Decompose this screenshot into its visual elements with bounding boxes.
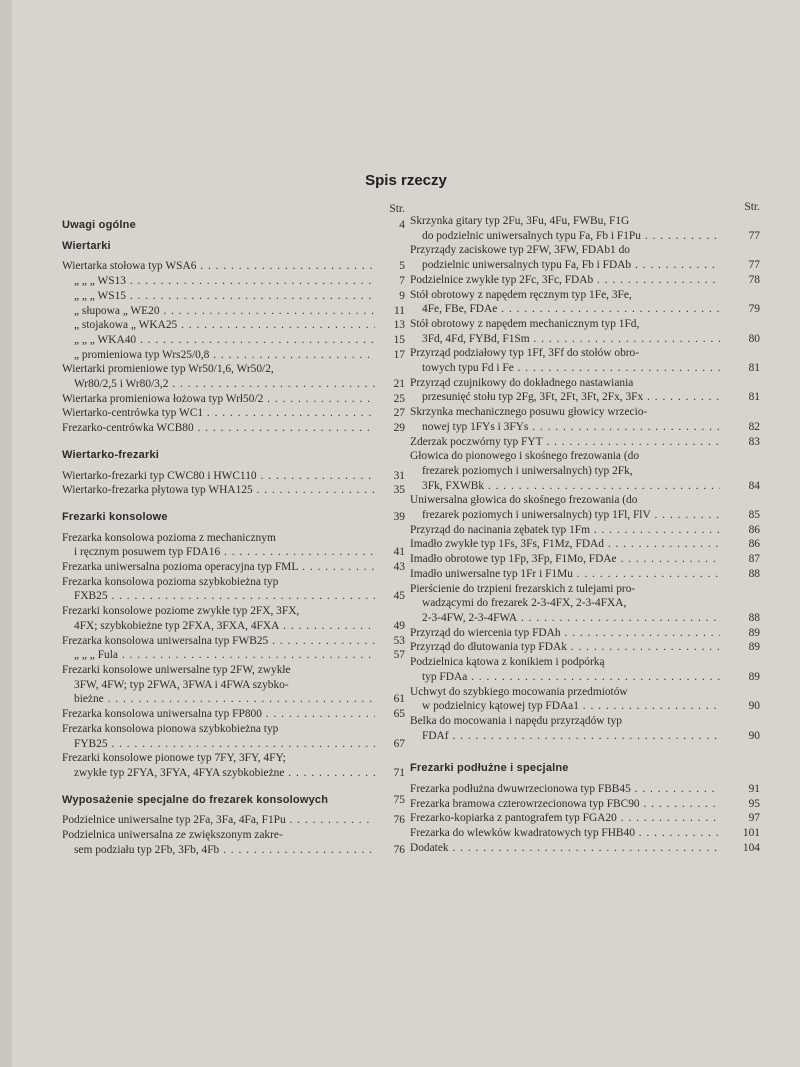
toc-entry [62, 648, 405, 663]
toc-entry-text: Frezarko-kopiarka z pantografem typ FGA20 [410, 812, 617, 825]
toc-entry-title [62, 483, 375, 498]
toc-entry-line: 3Fk, FXWBk . . . [410, 479, 720, 494]
toc-entry-line: Wiertarki promieniowe typ Wr50/1,6, Wr50/2, [62, 363, 274, 376]
toc-entry-title [410, 655, 720, 684]
toc-entry-line: Wr80/2,5 i Wr80/3,2 . . . [62, 377, 375, 392]
page-number: 61 [393, 693, 405, 706]
toc-entry-title [62, 648, 375, 663]
page-number: 78 [748, 273, 760, 286]
toc-entry [62, 531, 405, 560]
toc-entry-line: podzielnic uniwersalnych typu Fa, Fb i FDAb . . . [410, 258, 720, 273]
page-number: 76 [393, 814, 405, 827]
page-number: 41 [393, 546, 405, 559]
toc-entry-line: FDAf . . . [410, 729, 720, 744]
toc-entry-text: Wiertarko-centrówka typ WC1 [62, 407, 204, 420]
toc-entry [410, 449, 760, 493]
toc-entry-title [62, 406, 375, 421]
toc-entry-text: „ „ „ Fula [74, 649, 118, 662]
toc-entry [62, 421, 405, 436]
toc-entry-title [62, 793, 375, 808]
page-column-header: Str. [744, 201, 760, 213]
toc-entry [62, 663, 405, 707]
page-number: 89 [748, 670, 760, 683]
toc-entry [410, 523, 760, 538]
page-number: 77 [748, 259, 760, 272]
toc-entry [410, 552, 760, 567]
toc-entry [410, 537, 760, 552]
toc-entry-text: Wiertarko-frezarki typ CWC80 i HWC110 [62, 469, 257, 482]
toc-entry-title [62, 289, 375, 304]
toc-section-heading [62, 218, 405, 233]
page-number: 85 [748, 509, 760, 522]
toc-entry-title [62, 239, 375, 254]
toc-entry [410, 243, 760, 272]
toc-entry [410, 317, 760, 346]
toc-entry-title [410, 552, 720, 567]
toc-entry-title [410, 243, 720, 272]
toc-entry-line: Skrzynka mechanicznego posuwu głowicy wrzecio- [410, 406, 648, 419]
page-number: 91 [748, 783, 760, 796]
toc-entry-text: Imadło zwykłe typ 1Fs, 3Fs, F1Mz, FDAd [410, 538, 604, 551]
toc-entry-line: Frezarki konsolowe pionowe typ 7FY, 3FY, 4FY; [62, 752, 286, 765]
toc-entry [410, 582, 760, 626]
spacer [410, 743, 755, 755]
toc-entry-title [62, 751, 375, 780]
toc-entry-text: Frezarka uniwersalna pozioma operacyjna typ FML [62, 561, 299, 574]
toc-section-heading [62, 448, 405, 463]
toc-entry-text: Podzielnice uniwersalne typ 2Fa, 3Fa, 4Fa, F1Pu [62, 814, 286, 827]
toc-entry-text: „ słupowa „ WE20 [74, 304, 160, 317]
toc-entry-title [62, 469, 375, 484]
toc-list-left [62, 218, 405, 857]
toc-entry-title [410, 376, 720, 405]
page-number: 27 [393, 407, 405, 420]
toc-entry-title [62, 448, 375, 463]
toc-entry-text: „ „ „ WS15 [74, 289, 126, 302]
page-number: 81 [748, 362, 760, 375]
toc-entry-line: zwykłe typ 2FYA, 3FYA, 4FYA szybkobieżne . . . [62, 766, 375, 781]
toc-entry-title [410, 826, 720, 841]
toc-section-heading [410, 761, 755, 776]
document-page [12, 0, 800, 1067]
toc-entry-text: Przyrząd do dłutowania typ FDAk [410, 641, 567, 654]
page-number: 88 [748, 567, 760, 580]
page-number: 101 [742, 827, 760, 840]
page-number: 5 [399, 260, 405, 273]
toc-entry-title [62, 604, 375, 633]
page-number: 35 [393, 484, 405, 497]
toc-section-heading [62, 793, 405, 808]
toc-entry-line: Frezarki konsolowe uniwersalne typ 2FW, zwykłe [62, 663, 291, 676]
toc-entry-line: 3FW, 4FW; typ 2FWA, 3FWA i 4FWA szybko- [74, 678, 289, 691]
page-number: 25 [393, 392, 405, 405]
toc-entry [62, 634, 405, 649]
page-number: 80 [748, 332, 760, 345]
toc-entry [410, 273, 760, 288]
toc-entry-title [410, 782, 720, 797]
page-number: 88 [748, 611, 760, 624]
toc-entry [62, 751, 405, 780]
toc-entry-title [410, 435, 720, 450]
page-number: 86 [748, 538, 760, 551]
page-number: 39 [393, 510, 405, 523]
toc-entry-title [62, 663, 375, 707]
toc-entry [410, 626, 760, 641]
toc-entry [410, 405, 760, 434]
toc-entry [62, 289, 405, 304]
page-number: 53 [393, 634, 405, 647]
toc-entry-title [410, 811, 720, 826]
toc-entry-line: Stół obrotowy z napędem mechanicznym typ 1Fd, [410, 317, 640, 330]
toc-entry-line: frezarek poziomych i uniwersalnych) typ 2Fk, [422, 464, 633, 477]
toc-entry-title [62, 218, 375, 233]
toc-section-heading [62, 239, 405, 254]
toc-entry-text: Wiertarki [62, 239, 111, 252]
toc-entry-text: Przyrząd do wiercenia typ FDAh [410, 626, 561, 639]
toc-entry-text: Frezarki konsolowe [62, 510, 168, 523]
toc-entry-title [62, 362, 375, 391]
page-number: 90 [748, 700, 760, 713]
toc-entry [410, 714, 760, 743]
toc-entry-line: FXB25 . . . [62, 589, 375, 604]
toc-entry-text: „ „ „ WKA40 [74, 333, 137, 346]
toc-entry-text: „ stojakowa „ WKA25 [74, 319, 178, 332]
toc-entry-line: Frezarka konsolowa pozioma szybkobieżna typ [62, 575, 279, 588]
toc-entry-title [62, 304, 375, 319]
toc-entry-line: bieżne . . . [62, 692, 375, 707]
toc-entry [62, 348, 405, 363]
toc-entry-line: Głowica do pionowego i skośnego frezowania (do [410, 450, 640, 463]
toc-entry-text: Frezarka konsolowa uniwersalna typ FP800 [62, 708, 262, 721]
toc-entry [62, 333, 405, 348]
page-number: 75 [393, 793, 405, 806]
page-number: 95 [748, 797, 760, 810]
page-number: 57 [393, 649, 405, 662]
page-number: 90 [748, 729, 760, 742]
toc-entry-line: Stół obrotowy z napędem ręcznym typ 1Fe, 3Fe, [410, 288, 632, 301]
toc-entry-text: Podzielnice zwykłe typ 2Fc, 3Fc, FDAb [410, 273, 594, 286]
page-number: 81 [748, 391, 760, 404]
page-number: 89 [748, 626, 760, 639]
toc-entry-line: do podzielnic uniwersalnych typu Fa, Fb i F1Pu . . . [410, 229, 720, 244]
page-number: 71 [393, 766, 405, 779]
toc-entry-line: Przyrząd czujnikowy do dokładnego nastawiania [410, 376, 634, 389]
toc-entry-text: Wiertarko-frezarka płytowa typ WHA125 [62, 484, 253, 497]
toc-entry [410, 567, 760, 582]
toc-entry-line: Belka do mocowania i napędu przyrządów typ [410, 714, 622, 727]
page-number: 86 [748, 523, 760, 536]
toc-entry [62, 707, 405, 722]
toc-entry [62, 560, 405, 575]
toc-entry-line: Frezarki konsolowe poziome zwykłe typ 2FX, 3FX, [62, 605, 300, 618]
toc-entry-title [62, 274, 375, 289]
toc-entry-title [62, 707, 375, 722]
page-number: 17 [393, 348, 405, 361]
toc-entry-line: 4Fe, FBe, FDAe . . . [410, 302, 720, 317]
toc-right-column [410, 200, 760, 856]
toc-entry-text: „ promieniowa typ Wrs25/0,8 [74, 348, 210, 361]
toc-entry [410, 841, 760, 856]
toc-entry-line: 2-3-4FW, 2-3-4FWA . . . [410, 611, 720, 626]
page-number: 15 [393, 333, 405, 346]
toc-list-right [410, 214, 760, 856]
toc-entry-title [410, 714, 720, 743]
toc-entry [62, 722, 405, 751]
toc-entry-line: towych typu Fd i Fe . . . [410, 361, 720, 376]
toc-entry-text: Frezarka konsolowa uniwersalna typ FWB25 [62, 634, 269, 647]
toc-entry-text: Frezarki podłużne i specjalne [410, 762, 569, 775]
page-number: 104 [742, 841, 760, 854]
page-number: 82 [748, 420, 760, 433]
toc-entry-line: Skrzynka gitary typ 2Fu, 3Fu, 4Fu, FWBu, F1G [410, 215, 630, 227]
page-number: 7 [399, 275, 405, 288]
toc-entry [62, 469, 405, 484]
toc-entry-title [410, 537, 720, 552]
toc-entry [410, 214, 760, 243]
toc-entry-title [62, 259, 375, 274]
page-number: 49 [393, 619, 405, 632]
toc-entry-text: Wiertarko-frezarki [62, 448, 160, 461]
toc-entry-title [410, 523, 720, 538]
toc-entry-line: Frezarka konsolowa pozioma z mechanicznym [62, 531, 276, 544]
page-number: 84 [748, 479, 760, 492]
toc-entry-title [410, 405, 720, 434]
toc-entry-line: przesunięć stołu typ 2Fg, 3Ft, 2Ft, 3Ft, 2Fx, 3Fx . . . [410, 390, 720, 405]
page-number: 9 [399, 289, 405, 302]
toc-entry-text: Wiertarka stołowa typ WSA6 [62, 260, 197, 273]
toc-entry-line: Uchwyt do szybkiego mocowania przedmiotów [410, 685, 628, 698]
toc-entry-text: Frezarka do wlewków kwadratowych typ FHB40 [410, 827, 635, 840]
toc-entry-title [410, 449, 720, 493]
toc-entry-line: FYB25 . . . [62, 737, 375, 752]
toc-entry [410, 797, 760, 812]
toc-entry-title [410, 567, 720, 582]
toc-entry [410, 811, 760, 826]
toc-entry-title [410, 797, 720, 812]
toc-entry [410, 655, 760, 684]
toc-entry [410, 493, 760, 522]
toc-entry [410, 782, 760, 797]
toc-entry [62, 259, 405, 274]
toc-entry-title [410, 273, 720, 288]
toc-entry-title [410, 288, 720, 317]
toc-entry [410, 346, 760, 375]
toc-entry-text: Przyrząd do nacinania zębatek typ 1Fm [410, 523, 590, 536]
page-number: 76 [393, 843, 405, 856]
spacer [62, 436, 405, 448]
page-number: 21 [393, 378, 405, 391]
toc-entry-text: Uwagi ogólne [62, 219, 136, 231]
toc-entry [62, 362, 405, 391]
toc-entry-line: Pierścienie do trzpieni frezarskich z tulejami pro- [410, 582, 636, 595]
toc-entry [62, 318, 405, 333]
toc-entry-text: Wyposażenie specjalne do frezarek konsolowych [62, 793, 329, 806]
toc-entry-line: Uniwersalna głowica do skośnego frezowania (do [410, 494, 638, 507]
toc-entry-title [410, 640, 720, 655]
toc-entry-line: 3Fd, 4Fd, FYBd, F1Sm . . . [410, 332, 720, 347]
toc-entry [410, 640, 760, 655]
toc-entry-text: Imadło obrotowe typ 1Fp, 3Fp, F1Mo, FDAe [410, 553, 617, 566]
page-number: 97 [748, 812, 760, 825]
toc-entry-line: Frezarka konsolowa pionowa szybkobieżna typ [62, 722, 279, 735]
toc-entry-text: Frezarka bramowa czterowrzecionowa typ FBC90 [410, 797, 640, 810]
toc-entry-text: Zderzak poczwórny typ FYT [410, 435, 543, 448]
toc-entry-line: wadzącymi do frezarek 2-3-4FX, 2-3-4FXA, [422, 597, 627, 610]
toc-entry-title [62, 560, 375, 575]
toc-entry-line: typ FDAa . . . [410, 670, 720, 685]
toc-entry-title [410, 493, 720, 522]
toc-entry-title [62, 392, 375, 407]
toc-entry-text: Wiertarka promieniowa łożowa typ Wrł50/2 [62, 392, 264, 405]
page-number: 45 [393, 590, 405, 603]
toc-entry-line: i ręcznym posuwem typ FDA16 . . . [62, 545, 375, 560]
toc-entry [410, 288, 760, 317]
toc-entry [410, 826, 760, 841]
toc-entry-text: Imadło uniwersalne typ 1Fr i F1Mu [410, 567, 573, 580]
toc-entry [62, 406, 405, 421]
page-number: 13 [393, 319, 405, 332]
toc-entry-title [410, 582, 720, 626]
toc-entry-text: „ „ „ WS13 [74, 275, 126, 288]
page-number: 89 [748, 641, 760, 654]
toc-entry-line: w podzielnicy kątowej typ FDAa1 . . . [410, 699, 720, 714]
toc-entry [62, 828, 405, 857]
page-title: Spis rzeczy [365, 172, 447, 189]
page-number: 77 [748, 229, 760, 242]
toc-entry-line: nowej typ 1FYs i 3FYs . . . [410, 420, 720, 435]
spacer [62, 781, 405, 793]
page-number: 83 [748, 435, 760, 448]
toc-entry-title [62, 318, 375, 333]
toc-entry [62, 604, 405, 633]
page-number: 87 [748, 553, 760, 566]
toc-entry [62, 274, 405, 289]
toc-entry-line: Przyrządy zaciskowe typ 2FW, 3FW, FDAb1 do [410, 244, 630, 257]
toc-entry-title [62, 575, 375, 604]
toc-entry-line: Przyrząd podziałowy typ 1Ff, 3Ff do stołów obro- [410, 347, 640, 360]
toc-entry-title [410, 761, 720, 776]
page-number: 43 [393, 561, 405, 574]
toc-entry-title [62, 813, 375, 828]
toc-entry-line: 4FX; szybkobieżne typ 2FXA, 3FXA, 4FXA . . . [62, 619, 375, 634]
page-number: 4 [399, 219, 405, 231]
toc-entry-title [410, 317, 720, 346]
toc-entry-title [410, 346, 720, 375]
toc-entry-line: frezarek poziomych i uniwersalnych) typ 1Fl, FlV . . . [410, 508, 720, 523]
toc-entry [410, 685, 760, 714]
page-column-header: Str. [389, 203, 405, 215]
toc-entry-title [62, 828, 375, 857]
toc-entry-title [62, 510, 375, 525]
page-number: 11 [394, 304, 405, 317]
toc-entry [410, 376, 760, 405]
toc-entry-title [410, 214, 720, 243]
toc-entry [410, 435, 760, 450]
page-number: 29 [393, 422, 405, 435]
page-number: 79 [748, 303, 760, 316]
toc-entry-line: Podzielnica uniwersalna ze zwiększonym zakre- [62, 829, 283, 842]
page-number: 67 [393, 737, 405, 750]
page-number: 31 [393, 469, 405, 482]
toc-entry-title [62, 348, 375, 363]
toc-section-heading [62, 510, 405, 525]
toc-entry [62, 813, 405, 828]
toc-entry-title [62, 722, 375, 751]
spacer [62, 498, 405, 510]
toc-entry [62, 304, 405, 319]
toc-entry [62, 575, 405, 604]
toc-entry [62, 483, 405, 498]
toc-entry-line: sem podziału typ 2Fb, 3Fb, 4Fb . . . [62, 843, 375, 858]
toc-entry [62, 392, 405, 407]
toc-entry-title [62, 531, 375, 560]
toc-entry-title [62, 421, 375, 436]
toc-entry-text: Frezarko-centrówka WCB80 [62, 422, 194, 435]
toc-entry-title [410, 841, 720, 856]
toc-left-column [62, 200, 405, 857]
toc-entry-text: Dodatek [410, 841, 449, 854]
toc-entry-text: Frezarka podłużna dwuwrzecionowa typ FBB45 [410, 783, 631, 796]
toc-entry-title [62, 333, 375, 348]
toc-entry-title [62, 634, 375, 649]
toc-entry-title [410, 685, 720, 714]
toc-entry-line: Podzielnica kątowa z konikiem i podpórką [410, 656, 605, 669]
page-number: 65 [393, 708, 405, 721]
toc-entry-title [410, 626, 720, 641]
